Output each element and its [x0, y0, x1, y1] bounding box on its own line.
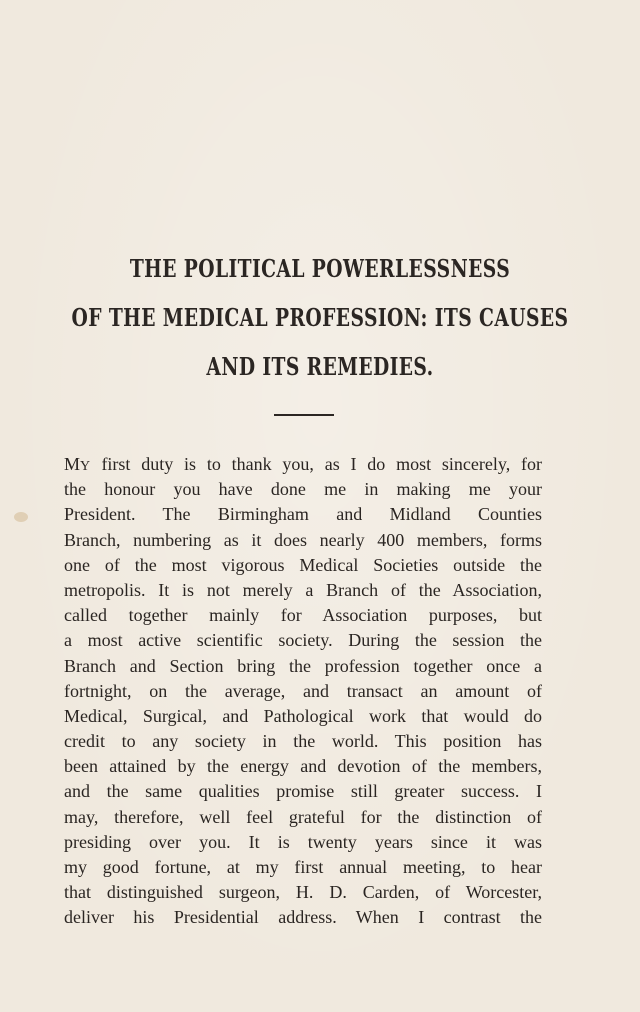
body-line: may, therefore, well feel grateful for the distinction of — [64, 806, 542, 827]
body-line-0 — [64, 452, 542, 477]
body-line: one of the most vigorous Medical Societies outside the — [64, 554, 542, 575]
body-line: President. The Birmingham and Midland Counties — [64, 504, 542, 525]
body-line: a most active scientific society. During the session the — [64, 630, 542, 651]
body-line: my good fortune, at my first annual meeting, to hear — [64, 857, 542, 877]
body-line: metropolis. It is not merely a Branch of the Association, — [64, 579, 542, 600]
body-line-0-text: first duty is to thank you, as I do most sincerely, for — [90, 454, 542, 474]
body-line: credit to any society in the world. This position has — [64, 731, 542, 752]
body-paragraph — [64, 452, 542, 931]
first-word-initial: M — [64, 454, 81, 474]
body-line: presiding over you. It is twenty years since it was — [64, 831, 542, 852]
body-line: been attained by the energy and devotion of the members, — [64, 756, 542, 777]
body-line: the honour you have done me in making me your — [64, 479, 542, 500]
body-line: fortnight, on the average, and transact an amount of — [64, 680, 542, 701]
first-word-rest: Y — [80, 459, 91, 474]
title-line-2: OF THE MEDICAL PROFESSION: ITS CAUSES — [71, 303, 569, 332]
body-line: Medical, Surgical, and Pathological work that would do — [64, 705, 542, 726]
title-divider — [274, 414, 334, 416]
paper-stain — [14, 512, 28, 522]
title-line-1: THE POLITICAL POWERLESSNESS — [129, 254, 511, 283]
body-line: deliver his Presidential address. When I contrast the — [64, 907, 542, 928]
body-line: that distinguished surgeon, H. D. Carden, of Worcester, — [64, 882, 542, 903]
title-line-3: AND ITS REMEDIES. — [206, 352, 434, 381]
body-line: Branch and Section bring the profession together once a — [64, 655, 542, 676]
body-line: Branch, numbering as it does nearly 400 members, forms — [64, 529, 542, 550]
body-line: called together mainly for Association purposes, but — [64, 605, 542, 626]
body-line: and the same qualities promise still greater success. I — [64, 781, 542, 802]
